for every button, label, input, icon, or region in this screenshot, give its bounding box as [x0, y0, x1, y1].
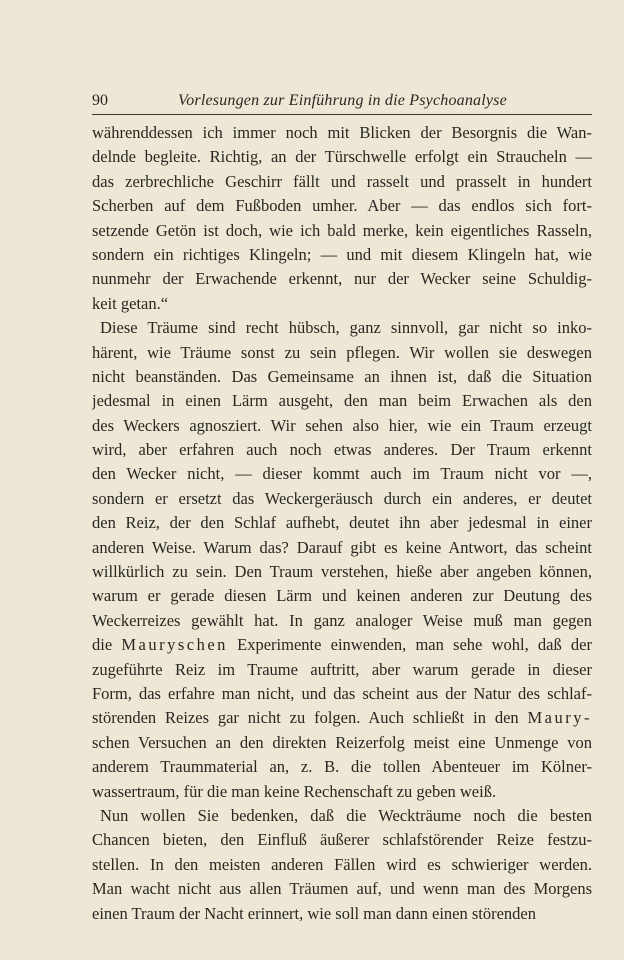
body-text	[92, 121, 592, 926]
text-line: zugeführte Reiz im Traume auftritt, aber warum gerade in dieser	[92, 659, 592, 679]
text-line: sondern er ersetzt das Weckergeräusch durch ein anderes, er deutet	[92, 488, 592, 508]
text-line: wassertraum, für die man keine Rechenschaft zu geben weiß.	[92, 781, 497, 801]
text-line: störenden Reizes gar nicht zu folgen. Auch schließt in den Maury-	[92, 708, 592, 728]
text-line: den Reiz, der den Schlaf aufhebt, deutet ihn aber jedesmal in einer	[92, 513, 592, 533]
text-line: anderem Traummaterial an, z. B. die tollen Abenteuer im Kölner-	[92, 757, 592, 777]
text-line: währenddessen ich immer noch mit Blicken der Besorgnis die Wan-	[92, 123, 592, 142]
text-line: schen Versuchen an den direkten Reizerfolg meist eine Unmenge von	[92, 732, 592, 752]
text-line: Scherben auf dem Fußboden umher. Aber — das endlos sich fort-	[92, 196, 592, 216]
text-line: Form, das erfahre man nicht, und das scheint aus der Natur des schlaf-	[92, 683, 592, 703]
text-line: das zerbrechliche Geschirr fällt und rasselt und prasselt in hundert	[92, 171, 592, 191]
text-line: Chancen bieten, den Einfluß äußerer schlafstörender Reize festzu-	[92, 830, 592, 850]
text-line: Man wacht nicht aus allen Träumen auf, und wenn man des Morgens	[92, 879, 592, 899]
text-line: die Mauryschen Experimente einwenden, man sehe wohl, daß der	[92, 635, 592, 655]
text-line: willkürlich zu sein. Den Traum verstehen, hieße aber angeben können,	[92, 562, 592, 582]
text-line: Weckerreizes gewählt hat. In ganz analoger Weise muß man gegen	[92, 610, 592, 630]
text-line: warum er gerade diesen Lärm und keinen anderen zur Deutung des	[92, 586, 592, 606]
text-line: wird, aber erfahren auch noch etwas anderes. Der Traum erkennt	[92, 440, 592, 460]
text-line: den Wecker nicht, — dieser kommt auch im Traum nicht vor —,	[92, 464, 592, 484]
text-line: nicht beanständen. Das Gemeinsame an ihnen ist, daß die Situation	[92, 366, 592, 386]
text-line: setzende Getön ist doch, wie ich bald merke, kein eigentliches Rasseln,	[92, 220, 592, 240]
text-line: Nun wollen Sie bedenken, daß die Weckträume noch die besten	[100, 805, 592, 825]
running-title: Vorlesungen zur Einführung in die Psychoanalyse	[178, 92, 507, 109]
page-number: 90	[92, 92, 108, 109]
text-line: delnde begleite. Richtig, an der Türschwelle erfolgt ein Straucheln —	[92, 147, 592, 167]
text-line: Diese Träume sind recht hübsch, ganz sinnvoll, gar nicht so inko-	[100, 318, 592, 338]
text-line: jedesmal in einen Lärm ausgeht, den man beim Erwachen als den	[92, 391, 592, 411]
text-line: härent, wie Träume sonst zu sein pflegen. Wir wollen sie deswegen	[92, 342, 592, 362]
text-line: einen Traum der Nacht erinnert, wie soll man dann einen störenden	[92, 903, 537, 923]
running-header	[92, 92, 592, 115]
text-line: stellen. In den meisten anderen Fällen wird es schwieriger werden.	[92, 854, 592, 874]
text-line: anderen Weise. Warum das? Darauf gibt es keine Antwort, das scheint	[92, 537, 592, 557]
text-line: nunmehr der Erwachende erkennt, nur der Wecker seine Schuldig-	[92, 269, 592, 289]
text-line: sondern ein richtiges Klingeln; — und mit diesem Klingeln hat, wie	[92, 244, 592, 264]
text-line: keit getan.“	[92, 293, 169, 313]
text-line: des Weckers agnosziert. Wir sehen also hier, wie ein Traum erzeugt	[92, 415, 592, 435]
